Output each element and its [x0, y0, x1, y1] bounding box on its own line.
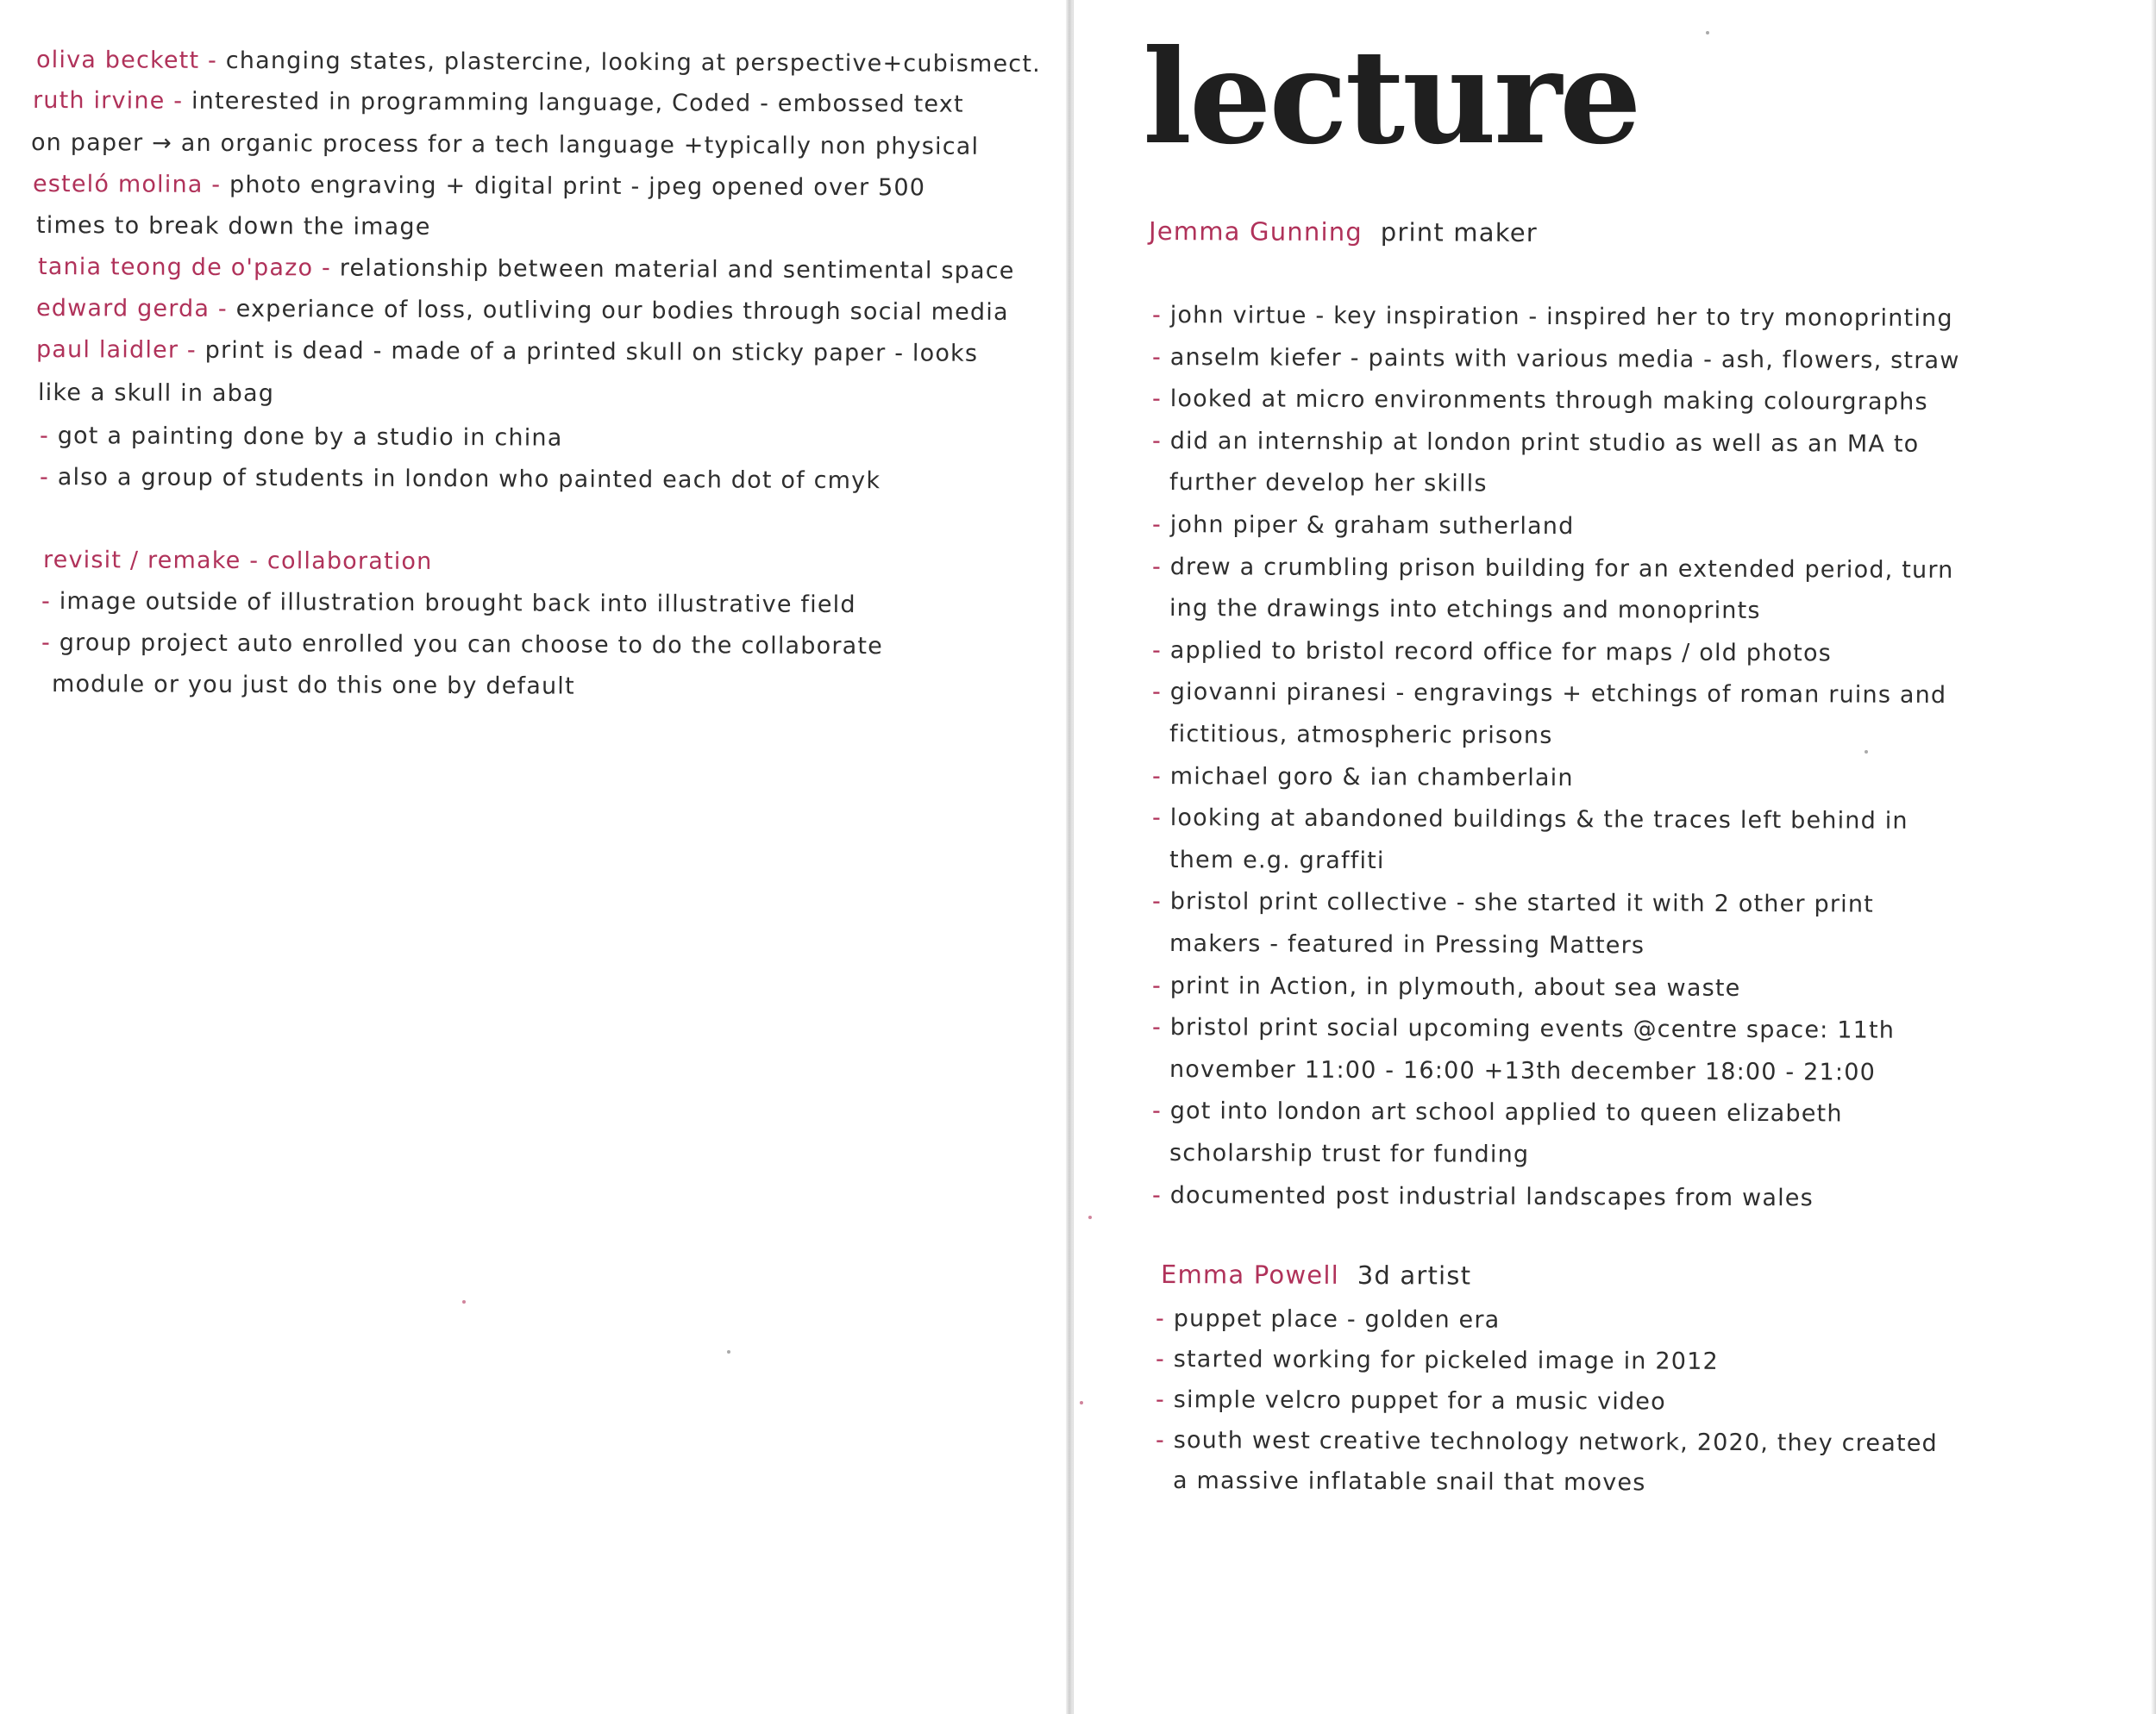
speaker-name: Emma Powell: [1160, 1260, 1339, 1290]
note-text: a massive inflatable snail that moves: [1172, 1467, 1646, 1497]
bullet-item: - group project auto enrolled you can choose to do the collaborate: [41, 629, 884, 660]
ink-speck: [1865, 750, 1868, 754]
bullet-dash: -: [1151, 511, 1170, 539]
note-bullet: [1152, 974, 1741, 1000]
note-text: print in Action, in plymouth, about sea waste: [1169, 972, 1741, 1002]
note-text: drew a crumbling prison building for an extended period, turn: [1169, 553, 1954, 584]
artist-name: esteló molina: [32, 171, 204, 198]
bullet-dash: -: [1151, 553, 1170, 580]
note-text: bristol print collective - she started it with 2 other print: [1169, 888, 1875, 919]
artist-line: [37, 379, 275, 408]
artist-note: times to break down the image: [35, 212, 431, 241]
artist-line: [36, 214, 431, 239]
note-text: started working for pickeled image in 2012: [1173, 1346, 1719, 1375]
note-bullet: [1151, 1181, 1814, 1211]
bullet-item: - also a group of students in london who painted each dot of cmyk: [39, 464, 881, 495]
artist-name: paul laidler: [35, 336, 179, 364]
artist-note: like a skull in abag: [37, 379, 275, 408]
note-bullet: [1156, 1307, 1501, 1332]
artist-name: tania teong de o'pazo: [37, 253, 314, 282]
note-text: documented post industrial landscapes from wales: [1169, 1181, 1814, 1211]
ink-speck: [1088, 1216, 1092, 1219]
note-text: got into london art school applied to queen elizabeth: [1169, 1098, 1843, 1128]
bullet-dash: -: [1151, 302, 1170, 329]
note-bullet: [1151, 636, 1833, 667]
artist-name: ruth irvine: [32, 87, 166, 115]
speaker-role: print maker: [1380, 217, 1538, 247]
note-bullet: [1156, 1429, 1938, 1455]
note-bullet: [1152, 555, 1954, 582]
page-edge: [2151, 0, 2156, 1714]
artist-note: print is dead - made of a printed skull on sticky paper - looks: [204, 336, 979, 367]
artist-note: on paper → an organic process for a tech language +typically non physical: [30, 129, 980, 160]
ink-speck: [1080, 1401, 1083, 1404]
note-text: makers - featured in Pressing Matters: [1169, 930, 1645, 960]
note-continuation: [1169, 723, 1553, 748]
artist-line: ruth irvine - interested in programming language, Coded - embossed text: [32, 87, 964, 118]
bullet-item: - got a painting done by a studio in china: [39, 422, 563, 452]
note-text: michael goro & ian chamberlain: [1169, 762, 1574, 791]
note-text: simple velcro puppet for a music video: [1173, 1386, 1666, 1416]
artist-name: oliva beckett: [35, 47, 200, 74]
note-text: puppet place - golden era: [1173, 1305, 1501, 1334]
note-bullet: [1151, 343, 1960, 374]
note-text: bristol print social upcoming events @centre space: 11th: [1169, 1014, 1896, 1044]
speaker-heading: [1161, 1262, 1471, 1289]
note-text: looked at micro environments through making colourgraphs: [1169, 385, 1928, 416]
note-text: looking at abandoned buildings & the traces left behind in: [1169, 804, 1908, 835]
note-continuation: [1169, 848, 1385, 873]
note-continuation: [1172, 1467, 1646, 1497]
note-text: south west creative technology network, 2020, they created: [1173, 1427, 1938, 1457]
bullet-dash: -: [1155, 1346, 1174, 1373]
note-bullet: [1151, 302, 1953, 333]
note-text: them e.g. graffiti: [1169, 846, 1385, 874]
note-bullet: [1151, 679, 1947, 710]
note-bullet: [1152, 429, 1920, 456]
note-text: john virtue - key inspiration - inspired her to try monoprinting: [1169, 302, 1953, 333]
ink-speck: [727, 1350, 730, 1354]
note-text: giovanni piranesi - engravings + etchings of roman ruins and: [1169, 679, 1947, 710]
artist-note: changing states, plastercine, looking at perspective+cubismect.: [225, 47, 1041, 78]
note-text: anselm kiefer - paints with various media - ash, flowers, straw: [1169, 343, 1960, 374]
note-continuation: [1169, 471, 1488, 496]
note-continuation: [1169, 1055, 1877, 1086]
note-continuation: [1169, 930, 1645, 960]
note-text: ing the drawings into etchings and monoprints: [1169, 595, 1761, 625]
speaker-heading: [1148, 216, 1538, 247]
bullet-dash: -: [1151, 804, 1170, 832]
artist-line: tania teong de o'pazo - relationship between material and sentimental space: [37, 253, 1015, 285]
note-bullet: [1152, 387, 1928, 414]
note-bullet: [1151, 888, 1875, 919]
bullet-dash: -: [1155, 1427, 1174, 1454]
speaker-name: Jemma Gunning: [1148, 216, 1363, 247]
bullet-dash: -: [1151, 1014, 1170, 1042]
note-text: november 11:00 - 16:00 +13th december 18:00 - 21:00: [1169, 1055, 1877, 1086]
bullet-continuation: module or you just do this one by default: [51, 671, 575, 700]
note-text: further develop her skills: [1169, 469, 1488, 497]
artist-line: esteló molina - photo engraving + digital print - jpeg opened over 500: [32, 171, 926, 202]
note-text: scholarship trust for funding: [1169, 1140, 1530, 1168]
page-gutter: [1066, 0, 1073, 1714]
artist-note: interested in programming language, Coded - embossed text: [191, 87, 964, 118]
bullet-dash: -: [1151, 427, 1170, 454]
bullet-dash: -: [1151, 888, 1170, 916]
note-continuation: [1169, 1142, 1529, 1167]
bullet-dash: -: [1155, 1386, 1174, 1414]
artist-note: photo engraving + digital print - jpeg opened over 500: [229, 171, 926, 202]
artist-line: paul laidler - print is dead - made of a printed skull on sticky paper - looks: [35, 336, 979, 367]
note-bullet: [1151, 511, 1575, 541]
section-heading: revisit / remake - collaboration: [42, 547, 433, 575]
note-bullet: [1151, 762, 1574, 791]
speaker-role: 3d artist: [1357, 1260, 1472, 1291]
bullet-item: - image outside of illustration brought back into illustrative field: [41, 588, 856, 619]
bullet-dash: -: [1151, 762, 1170, 790]
bullet-dash: -: [1155, 1305, 1174, 1333]
ink-speck: [1706, 31, 1709, 34]
bullet-dash: -: [1151, 1098, 1170, 1125]
bullet-dash: -: [1151, 972, 1170, 999]
artist-line: edward gerda - experiance of loss, outliving our bodies through social media: [35, 295, 1009, 326]
artist-note: relationship between material and sentimental space: [339, 254, 1015, 285]
note-text: applied to bristol record office for maps / old photos: [1169, 636, 1833, 667]
artist-line: oliva beckett - changing states, plastercine, looking at perspective+cubismect.: [35, 47, 1041, 78]
note-bullet: [1151, 1098, 1843, 1128]
bullet-dash: -: [1151, 679, 1170, 706]
note-bullet: [1156, 1348, 1719, 1373]
note-bullet: [1152, 1016, 1895, 1042]
note-continuation: [1169, 595, 1761, 625]
page-title: lecture: [1143, 22, 1639, 173]
artist-note: experiance of loss, outliving our bodies through social media: [235, 296, 1009, 326]
bullet-dash: -: [1151, 636, 1170, 664]
bullet-dash: -: [1151, 1181, 1170, 1209]
bullet-dash: -: [1151, 343, 1170, 371]
ink-speck: [462, 1300, 466, 1304]
note-text: fictitious, atmospheric prisons: [1169, 721, 1553, 749]
artist-name: edward gerda: [35, 295, 210, 322]
note-text: did an internship at london print studio as well as an MA to: [1169, 427, 1920, 458]
artist-line: [31, 131, 979, 159]
note-text: john piper & graham sutherland: [1169, 511, 1575, 541]
note-bullet: [1152, 806, 1908, 833]
bullet-dash: -: [1151, 385, 1170, 413]
note-bullet: [1156, 1388, 1666, 1414]
